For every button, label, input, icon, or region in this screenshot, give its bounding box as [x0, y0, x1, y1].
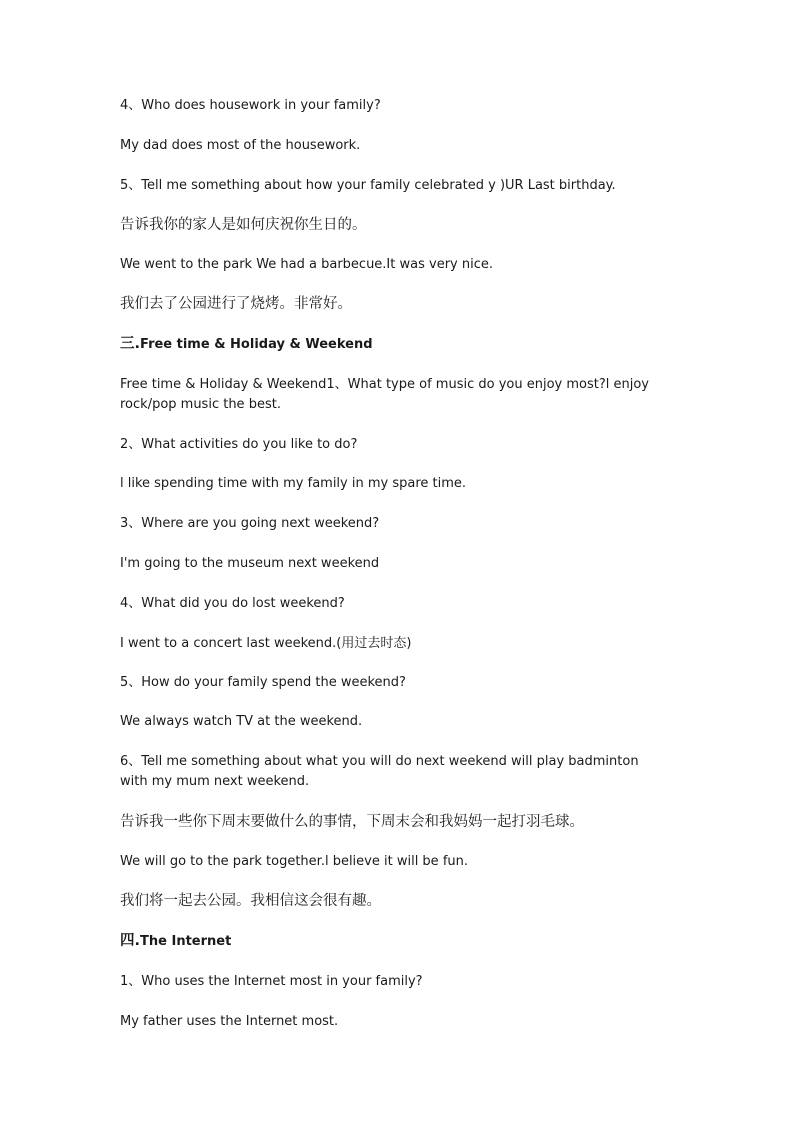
- question-housework: 4、Who does housework in your family?: [120, 98, 381, 113]
- question-music: Free time & Holiday & Weekend1、What type of music do you enjoy most?l enjoy rock/pop music the best.: [120, 377, 649, 412]
- answer-family-weekend: We always watch TV at the weekend.: [120, 714, 363, 729]
- question-activities: 2、What activities do you like to do?: [120, 437, 358, 452]
- answer-plans: We will go to the park together.l believe it will be fun.: [120, 854, 469, 869]
- answer-next-weekend: I'm going to the museum next weekend: [120, 556, 380, 571]
- question-plans: 6、Tell me something about what you will do next weekend will play badminton with my mum next weekend.: [120, 754, 639, 789]
- section-number: 三.: [120, 336, 141, 352]
- answer-plans-translation: 我们将一起去公园。我相信这会很有趣。: [120, 893, 381, 909]
- answer-last-weekend: I went to a concert last weekend.(用过去时态): [120, 636, 412, 651]
- section-number: 四.: [120, 933, 141, 949]
- question-last-weekend: 4、What did you do lost weekend?: [120, 596, 345, 611]
- question-internet: 1、Who uses the Internet most in your family?: [120, 974, 423, 989]
- question-birthday-translation: 告诉我你的家人是如何庆祝你生日的。: [120, 217, 367, 233]
- answer-activities: l like spending time with my family in my spare time.: [120, 476, 467, 491]
- question-family-weekend: 5、How do your family spend the weekend?: [120, 675, 406, 690]
- answer-housework: My dad does most of the housework.: [120, 138, 361, 153]
- section-title: The Internet: [140, 934, 232, 949]
- question-next-weekend: 3、Where are you going next weekend?: [120, 516, 380, 531]
- answer-birthday: We went to the park We had a barbecue.It was very nice.: [120, 257, 493, 272]
- question-plans-translation: 告诉我一些你下周末要做什么的事情，下周末会和我妈妈一起打羽毛球。: [120, 814, 584, 830]
- section-heading-internet: [120, 931, 665, 952]
- section-heading-free-time: [120, 334, 665, 355]
- question-birthday: 5、Tell me something about how your family celebrated y )UR Last birthday.: [120, 178, 616, 193]
- answer-internet: My father uses the Internet most.: [120, 1014, 339, 1029]
- section-title: Free time & Holiday & Weekend: [140, 337, 373, 352]
- answer-birthday-translation: 我们去了公园进行了烧烤。非常好。: [120, 296, 352, 312]
